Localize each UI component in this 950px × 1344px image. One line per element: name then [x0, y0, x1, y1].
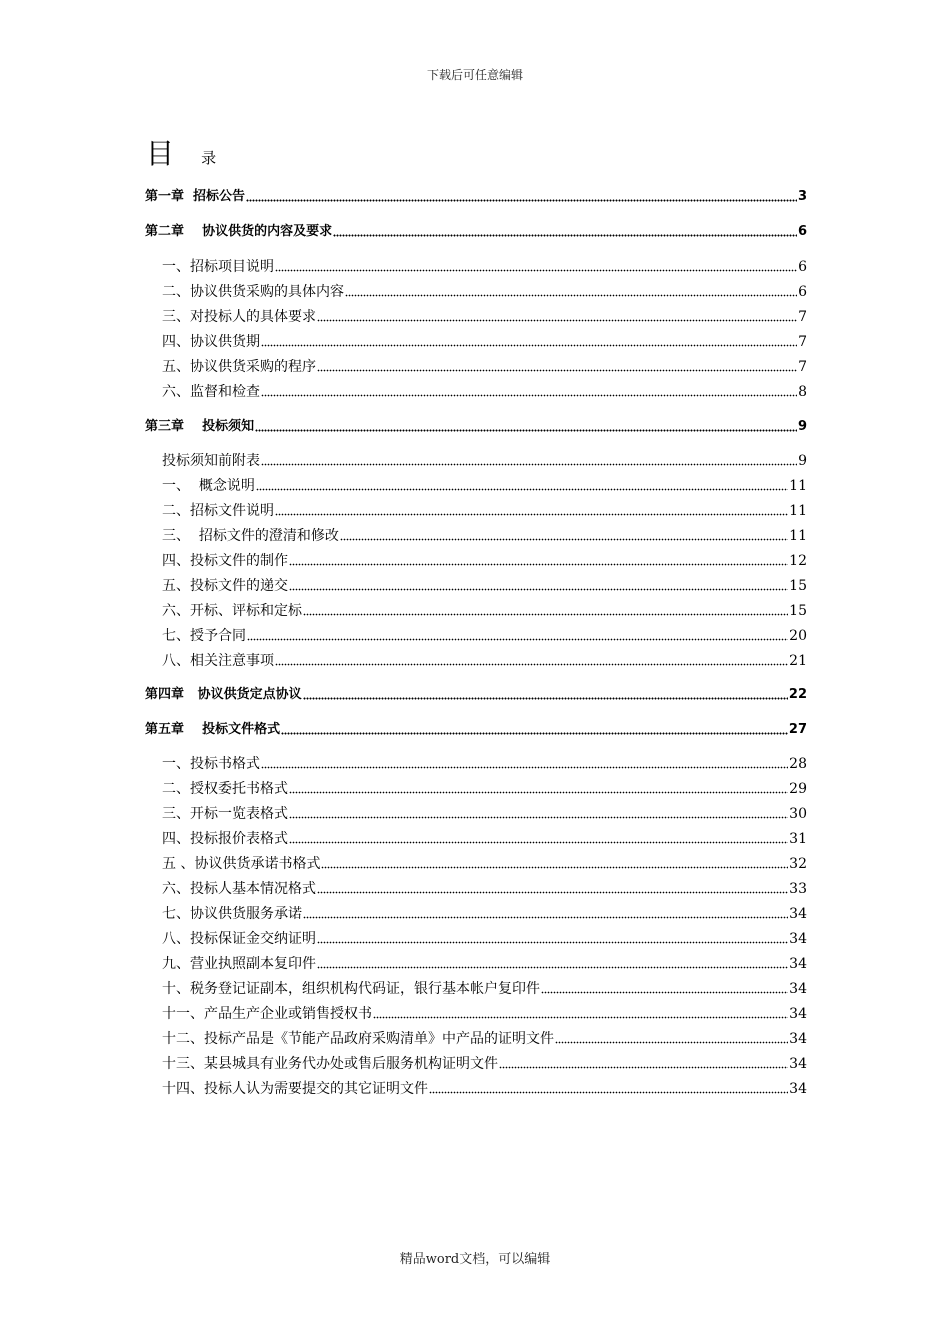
toc-entry-label: 二、协议供货采购的具体内容 — [162, 284, 344, 300]
toc-item-row[interactable] — [162, 254, 807, 276]
toc-entry-label: 第四章 协议供货定点协议 — [145, 687, 302, 702]
toc-leader-dots — [275, 269, 797, 272]
toc-item-row[interactable] — [162, 1051, 807, 1073]
toc-leader-dots — [317, 941, 788, 944]
toc-page-number: 7 — [798, 359, 807, 375]
toc-entry-label: 六、开标、评标和定标 — [162, 603, 302, 619]
toc-leader-dots — [303, 697, 788, 700]
toc-leader-dots — [555, 1041, 788, 1044]
toc-item-row[interactable] — [162, 1026, 807, 1048]
toc-entry-label: 二、招标文件说明 — [162, 503, 274, 519]
toc-leader-dots — [261, 344, 797, 347]
toc-page-number: 27 — [788, 722, 807, 737]
toc-leader-dots — [321, 866, 788, 869]
toc-page-number: 34 — [789, 1081, 807, 1097]
toc-entry-label: 三、对投标人的具体要求 — [162, 309, 316, 325]
toc-item-row[interactable] — [162, 751, 807, 773]
toc-item-row[interactable] — [162, 976, 807, 998]
toc-page-number: 11 — [789, 478, 807, 494]
toc-leader-dots — [261, 463, 797, 466]
toc-page-number: 11 — [789, 503, 807, 519]
toc-entry-label: 四、投标文件的制作 — [162, 553, 288, 569]
toc-item-row[interactable] — [162, 448, 807, 470]
toc-leader-dots — [256, 488, 788, 491]
toc-item-row[interactable] — [162, 523, 807, 545]
toc-entry-label: 七、授予合同 — [162, 628, 246, 644]
toc-page-number: 28 — [789, 756, 807, 772]
toc-page-number: 6 — [798, 284, 807, 300]
toc-item-row[interactable] — [162, 926, 807, 948]
toc-entry-label: 十三、某县城具有业务代办处或售后服务机构证明文件 — [162, 1056, 498, 1072]
toc-page-number: 34 — [789, 1006, 807, 1022]
toc-entry-label: 五、协议供货采购的程序 — [162, 359, 316, 375]
toc-item-row[interactable] — [162, 473, 807, 495]
toc-item-row[interactable] — [162, 1076, 807, 1098]
toc-entry-label: 第二章 协议供货的内容及要求 — [145, 224, 333, 239]
toc-page-number: 20 — [789, 628, 807, 644]
toc-entry-label: 四、协议供货期 — [162, 334, 260, 350]
toc-item-row[interactable] — [162, 776, 807, 798]
toc-page-number: 8 — [798, 384, 807, 400]
toc-entry-label: 第一章 招标公告 — [145, 189, 246, 204]
toc-page-number: 15 — [789, 603, 807, 619]
toc-entry-label: 十、税务登记证副本，组织机构代码证，银行基本帐户复印件 — [162, 981, 540, 997]
toc-page-number: 6 — [798, 259, 807, 275]
toc-page-number: 15 — [789, 578, 807, 594]
toc-title — [146, 132, 217, 170]
toc-chapter-row[interactable] — [145, 184, 807, 206]
toc-leader-dots — [289, 588, 788, 591]
toc-leader-dots — [281, 732, 788, 735]
toc-leader-dots — [317, 369, 797, 372]
toc-item-row[interactable] — [162, 354, 807, 376]
toc-leader-dots — [333, 234, 797, 237]
toc-chapter-row[interactable] — [145, 717, 807, 739]
toc-leader-dots — [541, 991, 788, 994]
toc-page-number: 29 — [789, 781, 807, 797]
toc-page-number: 9 — [798, 453, 807, 469]
toc-item-row[interactable] — [162, 598, 807, 620]
toc-item-row[interactable] — [162, 623, 807, 645]
toc-leader-dots — [429, 1091, 788, 1094]
toc-leader-dots — [247, 638, 788, 641]
toc-entry-label: 九、营业执照副本复印件 — [162, 956, 316, 972]
page-footer: 精品word文档，可以编辑 — [399, 1252, 551, 1267]
toc-title-part2: 录 — [201, 149, 217, 167]
toc-leader-dots — [317, 891, 788, 894]
toc-item-row[interactable] — [162, 379, 807, 401]
toc-leader-dots — [499, 1066, 788, 1069]
toc-entry-label: 七、协议供货服务承诺 — [162, 906, 302, 922]
toc-item-row[interactable] — [162, 801, 807, 823]
toc-item-row[interactable] — [162, 648, 807, 670]
toc-entry-label: 五 、协议供货承诺书格式 — [162, 856, 321, 872]
toc-page-number: 9 — [797, 419, 807, 434]
toc-entry-label: 四、投标报价表格式 — [162, 831, 288, 847]
toc-entry-label: 投标须知前附表 — [162, 453, 260, 469]
toc-leader-dots — [289, 841, 788, 844]
toc-entry-label: 五、投标文件的递交 — [162, 578, 288, 594]
toc-chapter-row[interactable] — [145, 682, 807, 704]
toc-item-row[interactable] — [162, 901, 807, 923]
toc-entry-label: 一、投标书格式 — [162, 756, 260, 772]
toc-leader-dots — [275, 663, 788, 666]
toc-leader-dots — [373, 1016, 788, 1019]
toc-item-row[interactable] — [162, 876, 807, 898]
toc-item-row[interactable] — [162, 329, 807, 351]
toc-page-number: 21 — [789, 653, 807, 669]
toc-page-number: 3 — [797, 189, 807, 204]
toc-page-number: 6 — [797, 224, 807, 239]
toc-entry-label: 第三章 投标须知 — [145, 419, 255, 434]
toc-leader-dots — [289, 791, 788, 794]
toc-chapter-row[interactable] — [145, 219, 807, 241]
toc-leader-dots — [317, 319, 797, 322]
toc-item-row[interactable] — [162, 279, 807, 301]
toc-entry-label: 一、 概念说明 — [162, 478, 255, 494]
toc-leader-dots — [345, 294, 797, 297]
toc-entry-label: 十二、投标产品是《节能产品政府采购清单》中产品的证明文件 — [162, 1031, 554, 1047]
toc-leader-dots — [246, 199, 797, 202]
toc-entry-label: 第五章 投标文件格式 — [145, 722, 281, 737]
toc-entry-label: 八、投标保证金交纳证明 — [162, 931, 316, 947]
toc-entry-label: 三、 招标文件的澄清和修改 — [162, 528, 339, 544]
toc-leader-dots — [303, 916, 788, 919]
toc-item-row[interactable] — [162, 304, 807, 326]
toc-leader-dots — [303, 613, 788, 616]
toc-page-number: 7 — [798, 334, 807, 350]
toc-item-row[interactable] — [162, 498, 807, 520]
page-header: 下载后可任意编辑 — [426, 68, 523, 82]
toc-item-row[interactable] — [162, 1001, 807, 1023]
toc-leader-dots — [275, 513, 788, 516]
toc-item-row[interactable] — [162, 573, 807, 595]
toc-item-row[interactable] — [162, 826, 807, 848]
toc-leader-dots — [340, 538, 788, 541]
toc-entry-label: 二、授权委托书格式 — [162, 781, 288, 797]
toc-page-number: 34 — [789, 906, 807, 922]
toc-leader-dots — [261, 394, 797, 397]
toc-leader-dots — [261, 766, 788, 769]
toc-leader-dots — [289, 816, 788, 819]
toc-leader-dots — [289, 563, 788, 566]
toc-page-number: 34 — [789, 1031, 807, 1047]
toc-leader-dots — [255, 429, 797, 432]
toc-page-number: 12 — [789, 553, 807, 569]
toc-page-number: 34 — [789, 956, 807, 972]
toc-leader-dots — [317, 966, 788, 969]
toc-entry-label: 一、招标项目说明 — [162, 259, 274, 275]
toc-entry-label: 六、监督和检查 — [162, 384, 260, 400]
toc-page-number: 32 — [789, 856, 807, 872]
toc-page-number: 11 — [789, 528, 807, 544]
toc-page-number: 7 — [798, 309, 807, 325]
toc-item-row[interactable] — [162, 548, 807, 570]
toc-entry-label: 六、投标人基本情况格式 — [162, 881, 316, 897]
toc-page-number: 33 — [789, 881, 807, 897]
toc-page-number: 31 — [789, 831, 807, 847]
toc-page-number: 30 — [789, 806, 807, 822]
toc-page-number: 34 — [789, 931, 807, 947]
toc-entry-label: 三、开标一览表格式 — [162, 806, 288, 822]
toc-item-row[interactable] — [162, 851, 807, 873]
toc-item-row[interactable] — [162, 951, 807, 973]
toc-page-number: 34 — [789, 981, 807, 997]
toc-page-number: 22 — [788, 687, 807, 702]
toc-chapter-row[interactable] — [145, 414, 807, 436]
toc-entry-label: 十四、投标人认为需要提交的其它证明文件 — [162, 1081, 428, 1097]
toc-entry-label: 十一、产品生产企业或销售授权书 — [162, 1006, 372, 1022]
toc-page-number: 34 — [789, 1056, 807, 1072]
toc-title-part1: 目 — [146, 137, 175, 170]
toc-entry-label: 八、相关注意事项 — [162, 653, 274, 669]
